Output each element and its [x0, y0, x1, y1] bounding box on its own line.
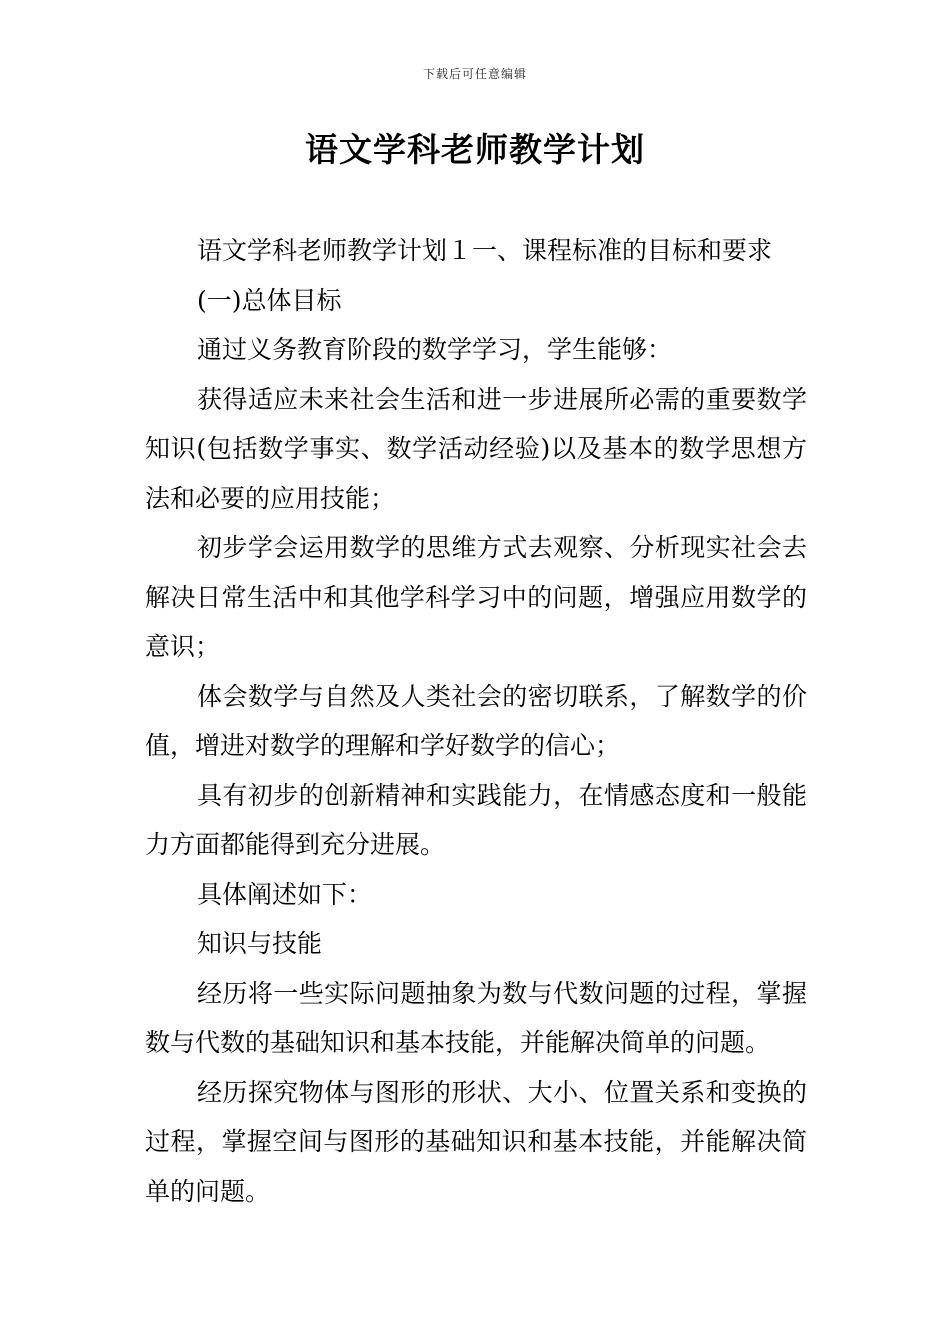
document-title: 语文学科老师教学计划 [305, 130, 645, 169]
header-note: 下载后可任意编辑 [422, 67, 527, 81]
paragraph: 获得适应未来社会生活和进一步进展所必需的重要数学知识(包括数学事实、数学活动经验)以及基本的数学思想方法和必要的应用技能； [145, 384, 807, 513]
paragraph: 初步学会运用数学的思维方式去观察、分析现实社会去解决日常生活中和其他学科学习中的问题，增强应用数学的意识； [145, 533, 807, 661]
paragraph: 知识与技能 [197, 929, 323, 958]
paragraph: 经历将一些实际问题抽象为数与代数问题的过程，掌握数与代数的基础知识和基本技能，并能解决简单的问题。 [145, 978, 807, 1057]
paragraph: 体会数学与自然及人类社会的密切联系，了解数学的价值，增进对数学的理解和学好数学的信心； [145, 681, 807, 760]
paragraph: (一)总体目标 [197, 285, 342, 315]
paragraph: 语文学科老师教学计划１一、课程标准的目标和要求 [197, 236, 773, 265]
document-body [145, 226, 807, 1216]
paragraph: 具有初步的创新精神和实践能力，在情感态度和一般能力方面都能得到充分进展。 [145, 780, 807, 859]
paragraph: 经历探究物体与图形的形状、大小、位置关系和变换的过程，掌握空间与图形的基础知识和基本技能，并能解决简单的问题。 [145, 1077, 807, 1206]
paragraph: 通过义务教育阶段的数学学习，学生能够： [197, 335, 673, 364]
paragraph: 具体阐述如下： [197, 879, 373, 909]
